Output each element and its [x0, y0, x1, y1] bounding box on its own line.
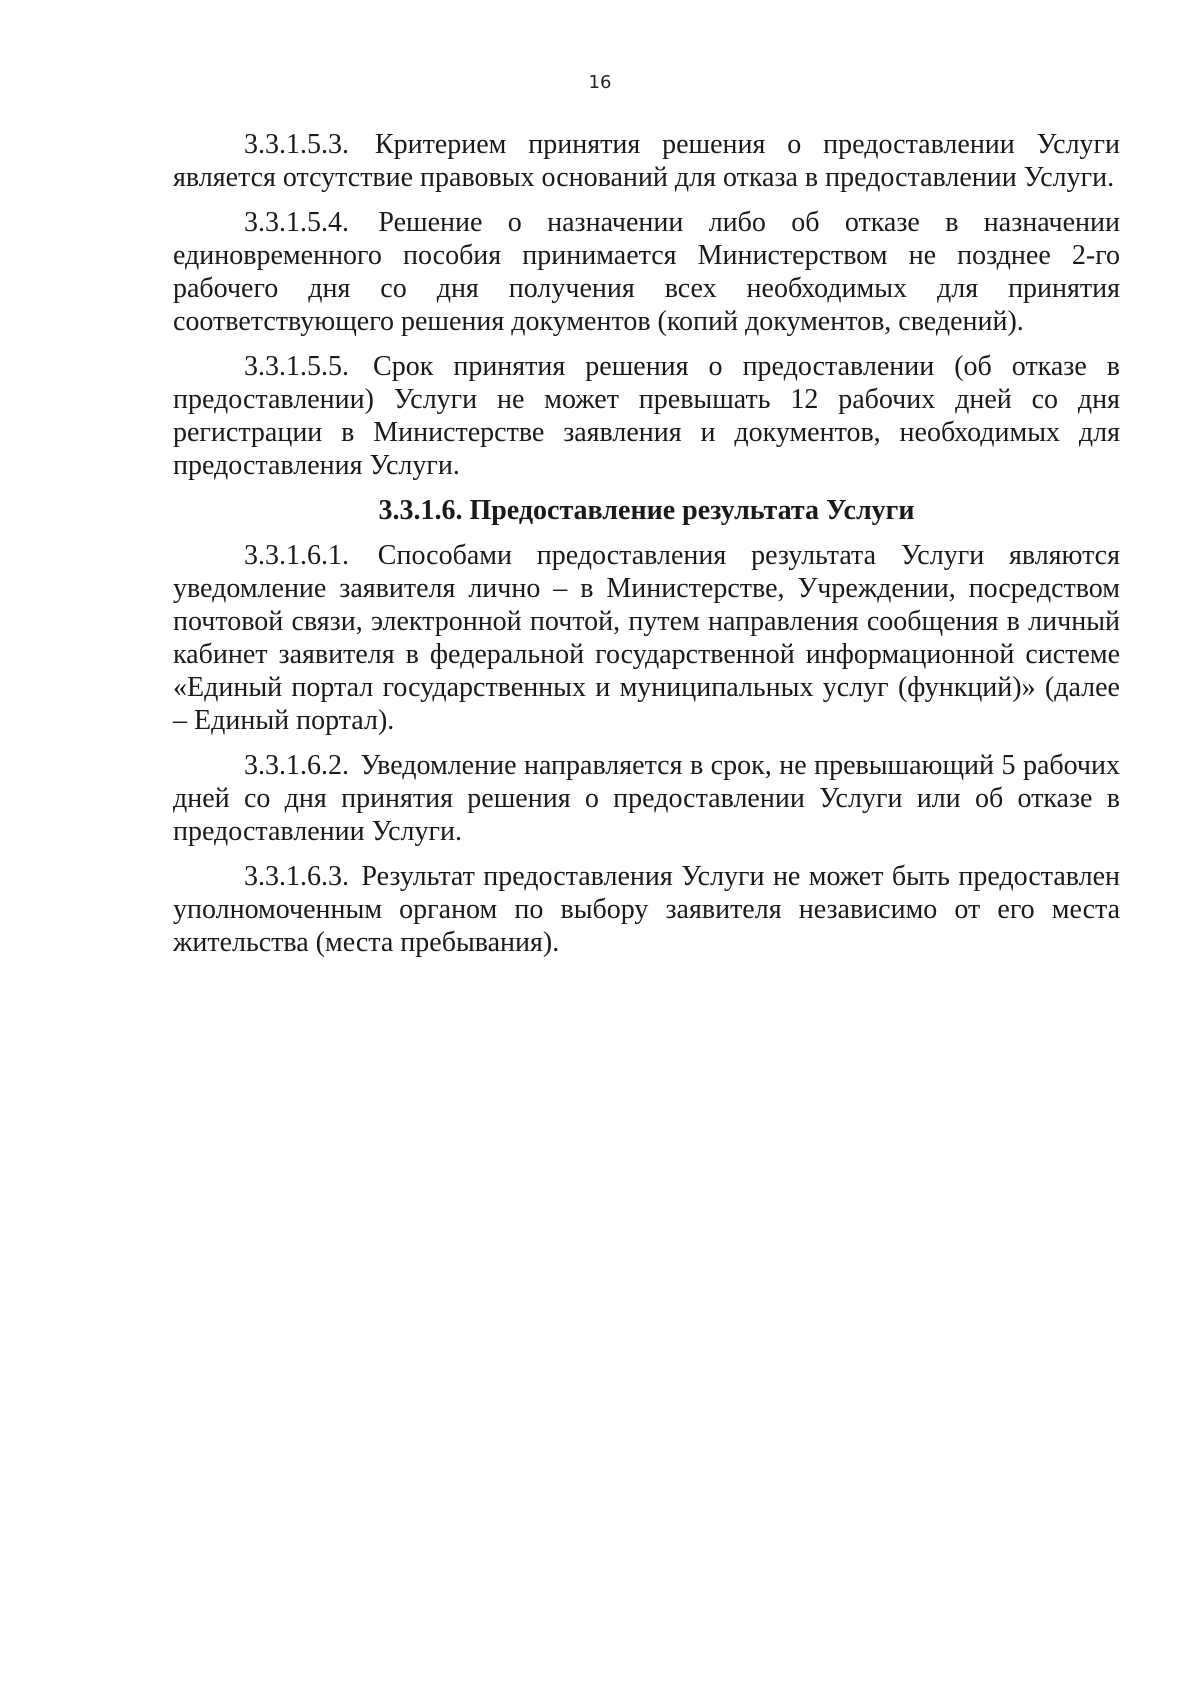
paragraph-3-3-1-6-2: [173, 749, 1120, 848]
paragraph-3-3-1-5-4: [173, 206, 1120, 338]
paragraph-3-3-1-6-1: [173, 539, 1120, 737]
paragraph-3-3-1-5-3: [173, 128, 1120, 194]
paragraph-number: 3.3.1.5.3.: [244, 129, 349, 160]
paragraph-text: Результат предоставления Услуги не может быть предоставлен уполномоченным органом по выбору заявителя независимо от его места жительства (места пребывания).: [173, 861, 1120, 958]
page-number: 16: [588, 72, 612, 93]
paragraph-3-3-1-5-5: [173, 350, 1120, 482]
paragraph-text: Уведомление направляется в срок, не превышающий 5 рабочих дней со дня принятия решения о предоставлении Услуги или об отказе в предоставлении Услуги.: [173, 750, 1120, 847]
document-body: [173, 128, 1120, 971]
paragraph-number: 3.3.1.5.5.: [244, 351, 349, 382]
paragraph-number: 3.3.1.5.4.: [244, 207, 349, 238]
paragraph-number: 3.3.1.6.3.: [244, 861, 349, 892]
paragraph-text: Срок принятия решения о предоставлении (об отказе в предоставлении) Услуги не может превышать 12 рабочих дней со дня регистрации в Министерстве заявления и документов, необходимых для предоставления Услуги.: [173, 351, 1121, 481]
paragraph-text: Критерием принятия решения о предоставлении Услуги является отсутствие правовых оснований для отказа в предоставлении Услуги.: [173, 129, 1121, 193]
paragraph-text: Способами предоставления результата Услуги являются уведомление заявителя лично – в Министерстве, Учреждении, посредством почтовой связи, электронной почтой, путем направления сообщения в личный кабинет заявителя в федеральной государственной информационной системе «Единый портал государственных и муниципальных услуг (функций)» (далее – Единый портал).: [173, 540, 1120, 736]
paragraph-text: Решение о назначении либо об отказе в назначении единовременного пособия принимается Министерством не позднее 2-го рабочего дня со дня получения всех необходимых для принятия соответствующего решения документов (копий документов, сведений).: [173, 207, 1121, 337]
paragraph-3-3-1-6-3: [173, 860, 1120, 959]
paragraph-number: 3.3.1.6.2.: [244, 750, 349, 781]
paragraph-number: 3.3.1.6.1.: [244, 540, 349, 571]
section-heading: 3.3.1.6. Предоставление результата Услуги: [378, 495, 915, 526]
